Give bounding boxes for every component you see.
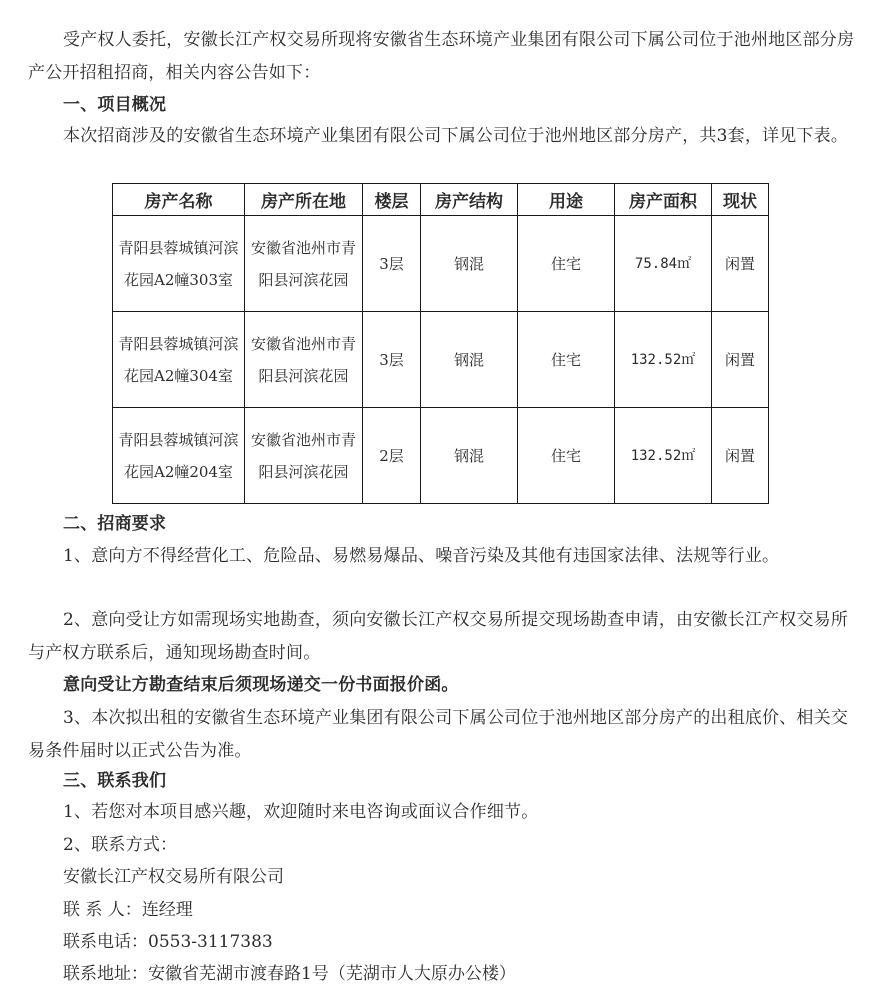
cell-status: 闲置 [712, 312, 769, 408]
header-area: 房产面积 [615, 184, 712, 216]
cell-floor: 3层 [363, 216, 421, 312]
cell-area: 75.84㎡ [615, 216, 712, 312]
cell-location: 安徽省池州市青阳县河滨花园 [250, 430, 356, 481]
header-usage: 用途 [518, 184, 615, 216]
contact-address-label: 联系地址： [63, 964, 148, 984]
cell-location: 安徽省池州市青阳县河滨花园 [250, 238, 356, 289]
cell-usage: 住宅 [518, 312, 615, 408]
contact-address-value: 安徽省芜湖市渡春路1号（芜湖市人大原办公楼） [148, 964, 516, 984]
contact-phone-label: 联系电话： [63, 932, 148, 952]
section2-bold-note: 意向受让方勘查结束后须现场递交一份书面报价函。 [63, 675, 459, 695]
table-row [113, 312, 769, 408]
cell-name: 青阳县蓉城镇河滨花园A2幢303室 [118, 238, 239, 289]
section1-heading: 一、项目概况 [63, 95, 167, 115]
intro-paragraph: 受产权人委托，安徽长江产权交易所现将安徽省生态环境产业集团有限公司下属公司位于池州地区部分房产公开招租招商，相关内容公告如下： [28, 30, 855, 83]
cell-structure: 钢混 [421, 312, 518, 408]
cell-usage: 住宅 [518, 408, 615, 504]
contact-person-line [63, 894, 193, 927]
contact-person-label: 联 系 人： [63, 900, 142, 920]
cell-name: 青阳县蓉城镇河滨花园A2幢304室 [118, 334, 239, 385]
cell-name: 青阳县蓉城镇河滨花园A2幢204室 [118, 430, 239, 481]
header-location: 房产所在地 [245, 184, 363, 216]
section3-heading: 三、联系我们 [63, 771, 167, 791]
cell-structure: 钢混 [421, 408, 518, 504]
cell-status: 闲置 [712, 216, 769, 312]
contact-company: 安徽长江产权交易所有限公司 [63, 867, 284, 887]
cell-structure: 钢混 [421, 216, 518, 312]
section3-item2: 2、联系方式： [63, 835, 178, 855]
table-header-row [113, 184, 769, 216]
table-row [113, 408, 769, 504]
cell-location: 安徽省池州市青阳县河滨花园 [250, 334, 356, 385]
table-row [113, 216, 769, 312]
contact-person-value: 连经理 [141, 900, 193, 920]
contact-phone-line [63, 926, 273, 959]
header-status: 现状 [712, 184, 769, 216]
cell-status: 闲置 [712, 408, 769, 504]
contact-phone-value[interactable]: 0553-3117383 [148, 932, 273, 952]
contact-address-line [63, 958, 516, 991]
cell-floor: 3层 [363, 312, 421, 408]
section2-item2: 2、意向受让方如需现场实地勘查，须向安徽长江产权交易所提交现场勘查申请，由安徽长江产权交易所与产权方联系后，通知现场勘查时间。 [28, 610, 849, 663]
cell-usage: 住宅 [518, 216, 615, 312]
section1-text: 本次招商涉及的安徽省生态环境产业集团有限公司下属公司位于池州地区部分房产，共3套，详见下表。 [63, 126, 849, 146]
header-floor: 楼层 [363, 184, 421, 216]
section2-item1: 1、意向方不得经营化工、危险品、易燃易爆品、噪音污染及其他有违国家法律、法规等行业。 [63, 546, 780, 566]
header-structure: 房产结构 [421, 184, 518, 216]
section3-item1: 1、若您对本项目感兴趣，欢迎随时来电咨询或面议合作细节。 [63, 802, 539, 822]
cell-floor: 2层 [363, 408, 421, 504]
cell-area: 132.52㎡ [615, 408, 712, 504]
header-name: 房产名称 [113, 184, 245, 216]
cell-area: 132.52㎡ [615, 312, 712, 408]
property-table [112, 183, 769, 504]
section2-heading: 二、招商要求 [63, 514, 167, 534]
section2-item3: 3、本次拟出租的安徽省生态环境产业集团有限公司下属公司位于池州地区部分房产的出租底价、相关交易条件届时以正式公告为准。 [28, 708, 849, 761]
